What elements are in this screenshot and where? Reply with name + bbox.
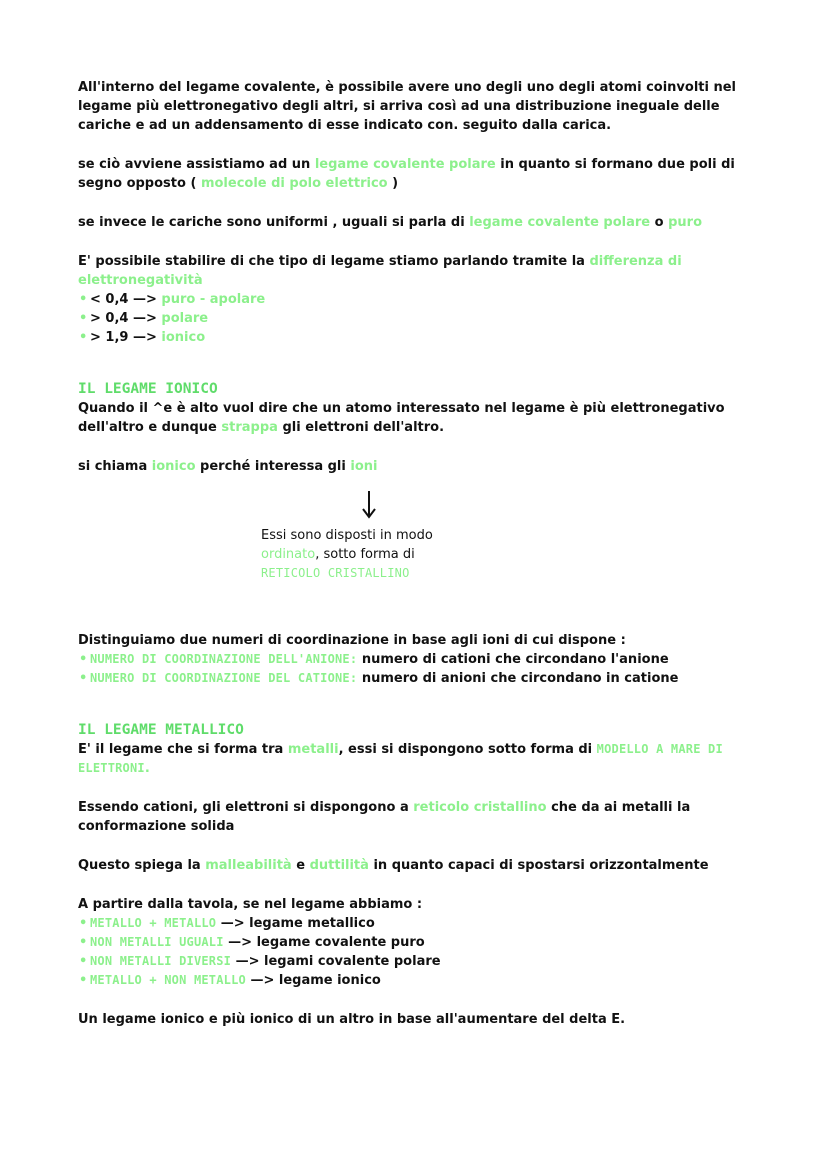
paragraph-ionic: Quando il ^e è alto vuol dire che un atomo interessato nel legame è più elettronegativo dell'altro e dunque strappa gli elettroni dell'altro. [78,401,725,435]
list-item: • NON METALLI DIVERSI —> legami covalente polare [79,954,441,969]
highlight-term: puro [668,215,702,230]
spacer [78,232,758,252]
spacer [78,778,758,798]
bullet: • [79,292,88,307]
list-item: • METALLO + NON METALLO —> legame ionico [79,973,381,988]
spacer [78,836,758,856]
spacer [78,437,758,457]
spacer [78,476,758,490]
highlight-term: strappa [221,420,278,435]
paragraph-cations: Essendo cationi, gli elettroni si dispongono a reticolo cristallino che da ai metalli la conformazione solida [78,800,691,834]
coordination-list [78,650,758,688]
ionic-note: Essi sono disposti in modo ordinato, sotto forma di RETICOLO CRISTALLINO [261,528,433,580]
paragraph-covalent-intro: All'interno del legame covalente, è possibile avere uno degli uno degli atomi coinvolti nel legame più elettronegativo degli altri, si arriva così ad una distribuzione ineguale delle cariche e ad un addensamento di esse indicato con. seguito dalla carica. [78,80,737,133]
section-heading-ionic: IL LEGAME IONICO [78,381,218,397]
spacer [78,583,758,631]
bullet: • [79,671,88,686]
highlight-term: metalli [287,742,339,757]
highlight-term: RETICOLO CRISTALLINO [261,566,410,580]
paragraph-coordination: Distinguiamo due numeri di coordinazione in base agli ioni di cui dispone : [78,633,626,648]
list-item: • METALLO + METALLO —> legame metallico [79,916,375,931]
down-arrow-icon [361,490,377,520]
list-item: • NUMERO DI COORDINAZIONE DELL'ANIONE: numero di cationi che circondano l'anione [79,652,669,667]
bullet: • [79,311,88,326]
bullet: • [79,954,88,969]
electronegativity-list [78,290,758,347]
spacer [78,990,758,1010]
bond-type-list [78,914,758,990]
highlight-term: legame covalente polare [314,157,496,172]
bullet: • [79,935,88,950]
highlight-term: legame covalente polare [469,215,651,230]
arrow-container [78,490,758,520]
list-item: • > 1,9 —> ionico [79,330,206,345]
highlight-term: malleabilità [205,858,292,873]
highlight-term: MODELLO A MARE DI ELETTRONI [78,742,723,775]
highlight-term: reticolo cristallino [413,800,547,815]
paragraph-ionic-name: si chiama ionico perché interessa gli ioni [78,459,378,474]
paragraph-polar: se ciò avviene assistiamo ad un legame covalente polare in quanto si formano due poli di segno opposto ( molecole di polo elettrico ) [78,157,735,191]
bullet: • [79,330,88,345]
list-item: • NON METALLI UGUALI —> legame covalente puro [79,935,425,950]
spacer [78,193,758,213]
bullet: • [79,973,88,988]
paragraph-table-intro: A partire dalla tavola, se nel legame abbiamo : [78,897,423,912]
highlight-term: ioni [350,459,378,474]
section-heading-metallic: IL LEGAME METALLICO [78,722,244,738]
spacer [78,688,758,721]
bullet: • [79,652,88,667]
paragraph-malleability: Questo spiega la malleabilità e duttilità in quanto capaci di spostarsi orizzontalmente [78,858,709,873]
paragraph-electronegativity: E' possibile stabilire di che tipo di legame stiamo parlando tramite la differenza di elettronegatività [78,254,682,288]
list-item: • NUMERO DI COORDINAZIONE DEL CATIONE: numero di anioni che circondano in catione [79,671,679,686]
highlight-term: ordinato [261,547,316,562]
highlight-term: molecole di polo elettrico [200,176,388,191]
paragraph-uniform: se invece le cariche sono uniformi , uguali si parla di legame covalente polare o puro [78,215,702,230]
list-item: • < 0,4 —> puro - apolare [79,292,266,307]
spacer [78,347,758,380]
highlight-term: duttilità [309,858,369,873]
spacer [78,875,758,895]
bullet: • [79,916,88,931]
list-item: • > 0,4 —> polare [79,311,209,326]
highlight-term: differenza di elettronegatività [78,254,682,288]
paragraph-final: Un legame ionico e più ionico di un altro in base all'aumentare del delta E. [78,1012,626,1027]
spacer [78,135,758,155]
paragraph-metallic: E' il legame che si forma tra metalli, essi si dispongono sotto forma di MODELLO A MARE DI ELETTRONI. [78,742,723,776]
highlight-term: ionico [151,459,196,474]
notes-page [78,78,758,1029]
